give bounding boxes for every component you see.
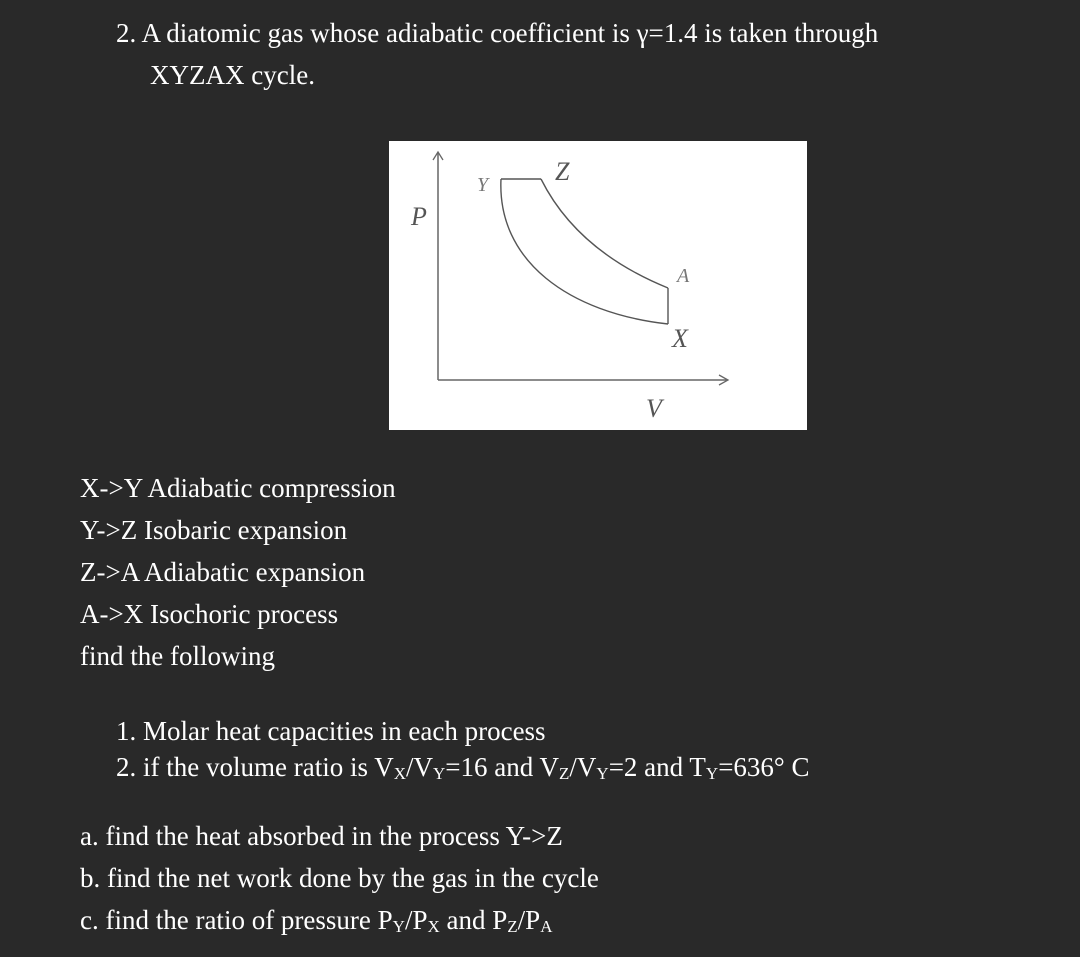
label-v: V (646, 394, 662, 423)
task-2-text: 2. if the volume ratio is V (116, 752, 394, 782)
subtask-c-text: and P (439, 905, 508, 935)
subtask-b: b. find the net work done by the gas in the cycle (80, 863, 599, 893)
pv-diagram-svg (389, 141, 807, 430)
task-2-text: /V (406, 752, 433, 782)
subtask-a: a. find the heat absorbed in the process Y->Z (80, 821, 563, 851)
find-following: find the following (80, 641, 275, 671)
label-y: Y (477, 174, 489, 196)
subtask-c-sub: A (540, 917, 553, 936)
task-2-text: =16 and V (445, 752, 560, 782)
process-yz: Y->Z Isobaric expansion (80, 515, 348, 545)
subtask-c-sub: Z (507, 917, 518, 936)
task-2-sub: Z (559, 764, 570, 783)
label-a: A (677, 265, 690, 287)
subtask-c (80, 904, 552, 936)
task-2-sub: Y (596, 764, 609, 783)
question-line-2: XYZAX cycle. (150, 60, 315, 90)
process-ax: A->X Isochoric process (80, 599, 339, 629)
task-2-sub: X (393, 764, 406, 783)
process-za: Z->A Adiabatic expansion (80, 557, 366, 587)
task-2-sub: Y (433, 764, 446, 783)
label-x: X (672, 324, 688, 353)
subtask-c-text: c. find the ratio of pressure P (80, 905, 393, 935)
label-z: Z (555, 157, 570, 186)
label-p: P (411, 202, 427, 231)
process-xy-adiabatic (501, 179, 668, 324)
task-2-text: =2 and T (608, 752, 706, 782)
task-2-sub: Y (705, 764, 719, 783)
subtask-c-sub: X (427, 917, 440, 936)
pv-diagram (389, 141, 807, 430)
task-2 (116, 751, 809, 783)
task-2-text: /V (569, 752, 597, 782)
task-1: 1. Molar heat capacities in each process (116, 716, 546, 746)
subtask-c-text: /P (517, 905, 541, 935)
subtask-c-sub: Y (392, 917, 405, 936)
task-2-text: =636° C (718, 752, 810, 782)
subtask-c-text: /P (404, 905, 428, 935)
process-za-adiabatic (541, 179, 668, 288)
question-line-1: 2. A diatomic gas whose adiabatic coefficient is γ=1.4 is taken through (116, 18, 879, 48)
process-xy: X->Y Adiabatic compression (80, 473, 396, 503)
